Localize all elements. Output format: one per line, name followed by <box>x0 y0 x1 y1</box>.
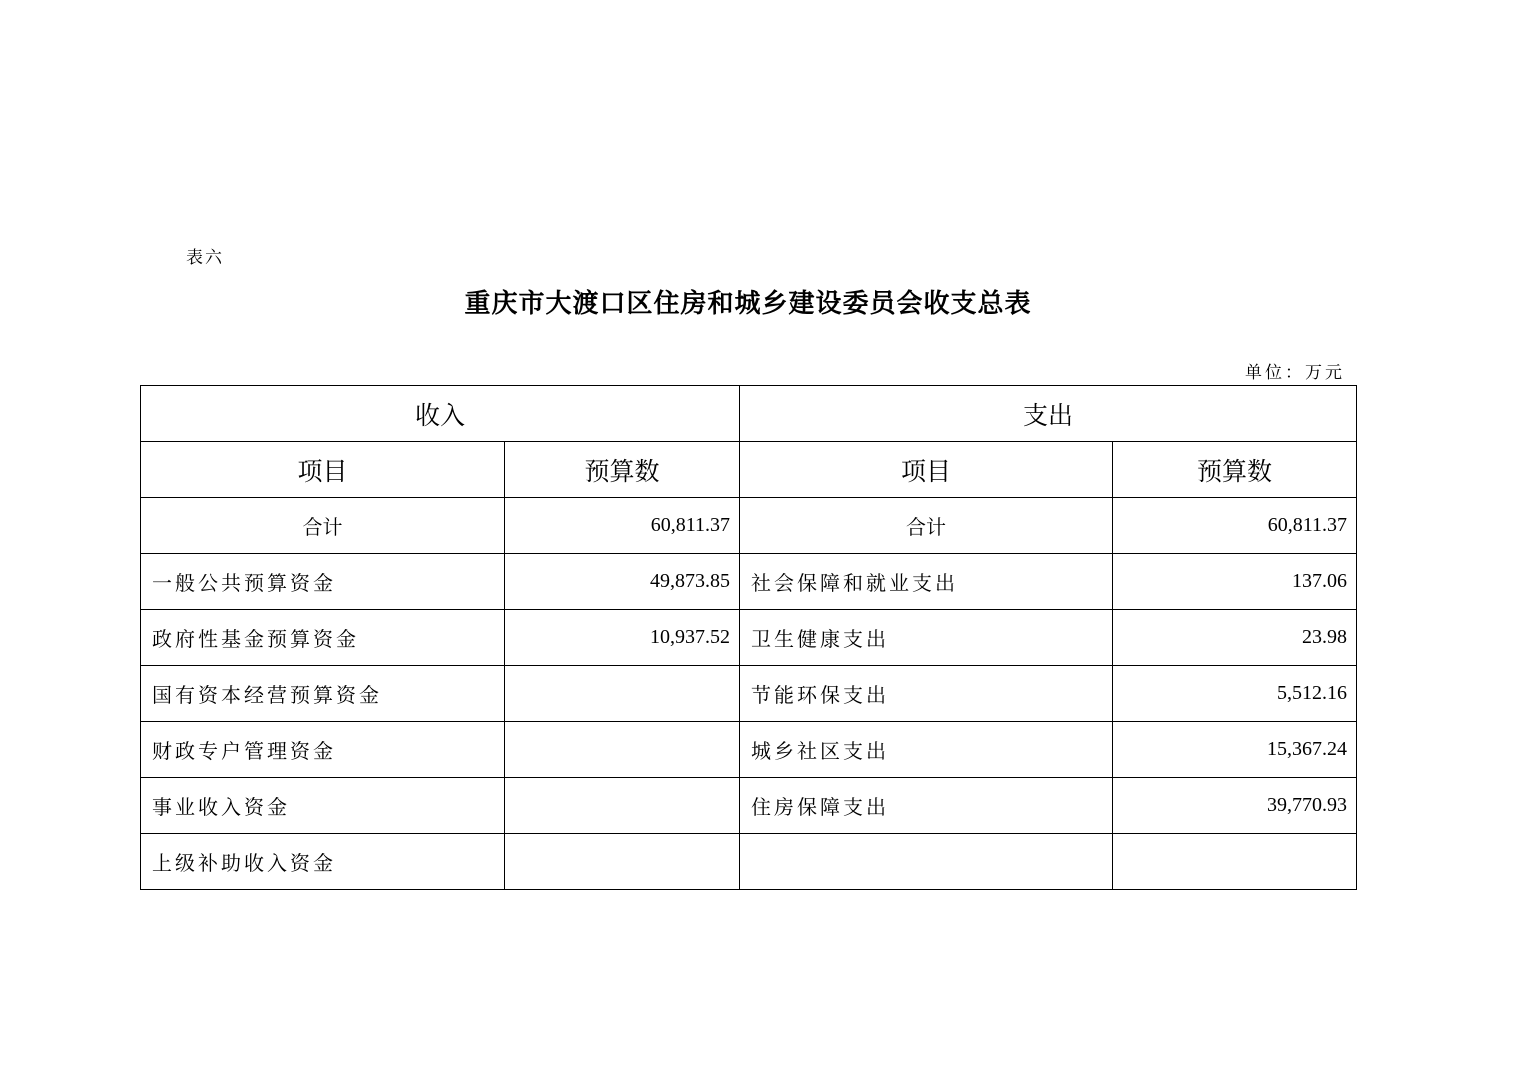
expense-item <box>740 834 1113 890</box>
income-amount <box>505 666 740 722</box>
expense-item: 住房保障支出 <box>740 778 1113 834</box>
income-item: 上级补助收入资金 <box>141 834 505 890</box>
income-amount: 49,873.85 <box>505 554 740 610</box>
expense-total-amount: 60,811.37 <box>1113 498 1357 554</box>
income-amount <box>505 722 740 778</box>
expense-amount: 39,770.93 <box>1113 778 1357 834</box>
expense-item: 社会保障和就业支出 <box>740 554 1113 610</box>
expense-budget-header: 预算数 <box>1113 442 1357 498</box>
budget-summary-table <box>140 385 1357 890</box>
expense-item: 卫生健康支出 <box>740 610 1113 666</box>
expense-item: 节能环保支出 <box>740 666 1113 722</box>
document-title: 重庆市大渡口区住房和城乡建设委员会收支总表 <box>464 289 1032 319</box>
income-total-label: 合计 <box>141 498 505 554</box>
expense-amount: 137.06 <box>1113 554 1357 610</box>
expense-amount: 23.98 <box>1113 610 1357 666</box>
income-amount: 10,937.52 <box>505 610 740 666</box>
income-item-header: 项目 <box>141 442 505 498</box>
expense-amount <box>1113 834 1357 890</box>
income-header: 收入 <box>141 386 740 442</box>
table-row <box>141 554 1357 610</box>
table-row <box>141 722 1357 778</box>
expense-total-label: 合计 <box>740 498 1113 554</box>
income-item: 国有资本经营预算资金 <box>141 666 505 722</box>
table-number: 表六 <box>186 248 224 268</box>
group-header-row <box>141 386 1357 442</box>
income-item: 事业收入资金 <box>141 778 505 834</box>
table-row <box>141 778 1357 834</box>
expense-item: 城乡社区支出 <box>740 722 1113 778</box>
expense-header: 支出 <box>740 386 1357 442</box>
income-item: 财政专户管理资金 <box>141 722 505 778</box>
expense-item-header: 项目 <box>740 442 1113 498</box>
expense-amount: 15,367.24 <box>1113 722 1357 778</box>
table-row <box>141 610 1357 666</box>
income-total-amount: 60,811.37 <box>505 498 740 554</box>
total-row <box>141 498 1357 554</box>
income-amount <box>505 778 740 834</box>
income-budget-header: 预算数 <box>505 442 740 498</box>
expense-amount: 5,512.16 <box>1113 666 1357 722</box>
table-row <box>141 834 1357 890</box>
income-amount <box>505 834 740 890</box>
table-row <box>141 666 1357 722</box>
unit-label: 单位：万元 <box>1245 363 1345 383</box>
column-header-row <box>141 442 1357 498</box>
income-item: 政府性基金预算资金 <box>141 610 505 666</box>
income-item: 一般公共预算资金 <box>141 554 505 610</box>
